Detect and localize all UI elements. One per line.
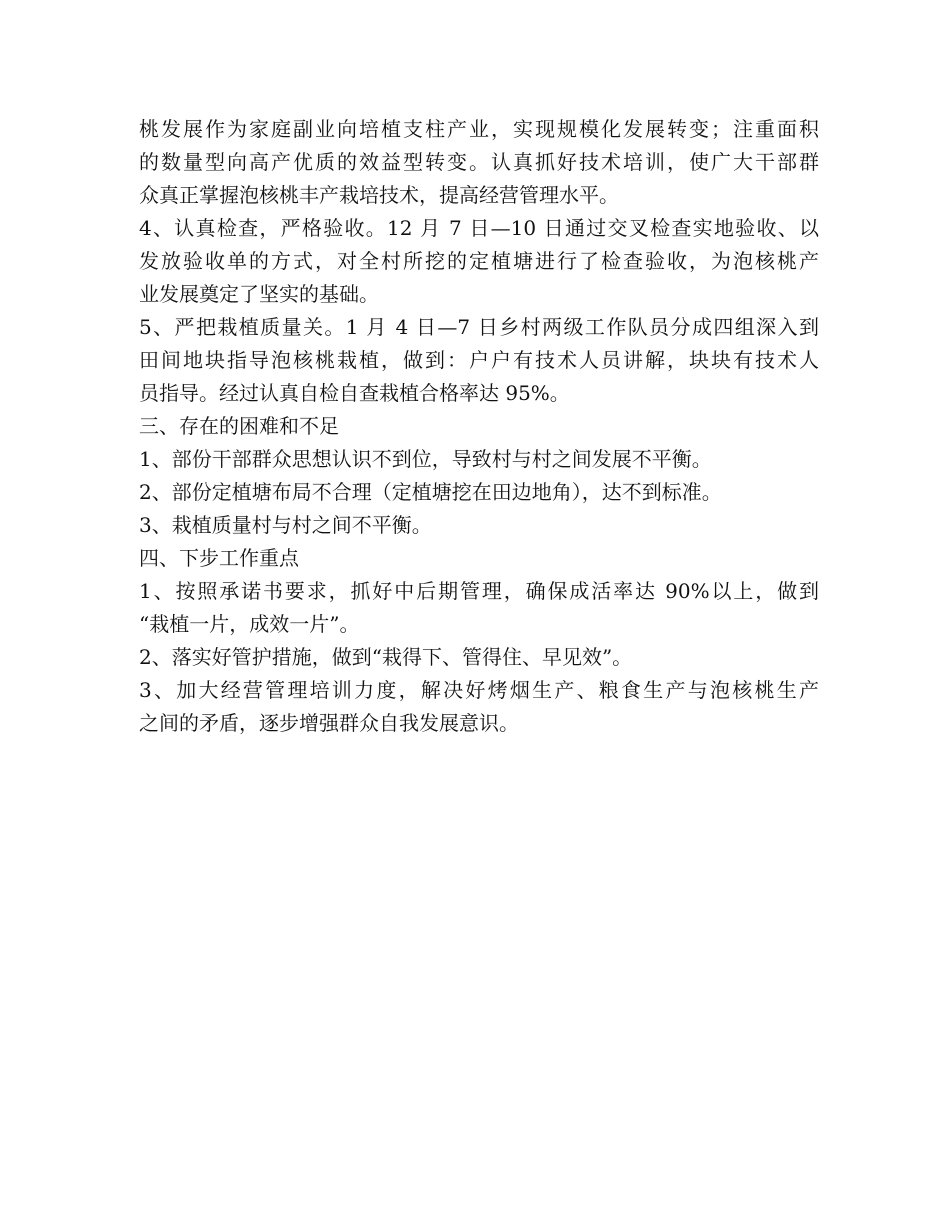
list-item-line: 田间地块指导泡核桃栽植，做到：户户有技术人员讲解，块块有技术人 — [139, 348, 819, 372]
list-item-line: 1、部份干部群众思想认识不到位，导致村与村之间发展不平衡。 — [139, 447, 712, 471]
list-item-line: 1、按照承诺书要求，抓好中后期管理，确保成活率达 90%以上，做到 — [139, 579, 819, 603]
list-item-line: 之间的矛盾，逐步增强群众自我发展意识。 — [139, 711, 519, 735]
list-item-line: “栽植一片，成效一片”。 — [139, 612, 360, 636]
list-item-line: 发放验收单的方式，对全村所挖的定植塘进行了检查验收，为泡核桃产 — [139, 249, 819, 273]
list-item-line: 3、加大经营管理培训力度，解决好烤烟生产、粮食生产与泡核桃生产 — [139, 678, 819, 702]
paragraph-line: 的数量型向高产优质的效益型转变。认真抓好技术培训，使广大干部群 — [139, 150, 819, 174]
paragraph-line: 桃发展作为家庭副业向培植支柱产业，实现规模化发展转变；注重面积 — [139, 117, 819, 141]
list-item-line: 5、严把栽植质量关。1 月 4 日—7 日乡村两级工作队员分成四组深入到 — [139, 315, 819, 339]
list-item-line: 业发展奠定了坚实的基础。 — [139, 282, 379, 306]
paragraph-line: 众真正掌握泡核桃丰产栽培技术，提高经营管理水平。 — [139, 183, 619, 207]
document-body — [139, 113, 819, 740]
section-heading: 四、下步工作重点 — [139, 546, 299, 570]
section-heading: 三、存在的困难和不足 — [139, 414, 339, 438]
list-item-line: 2、落实好管护措施，做到“栽得下、管得住、早见效”。 — [139, 645, 633, 669]
list-item-line: 4、认真检查，严格验收。12 月 7 日—10 日通过交叉检查实地验收、以 — [139, 216, 819, 240]
list-item-line: 2、部份定植塘布局不合理（定植塘挖在田边地角），达不到标准。 — [139, 480, 722, 504]
list-item-line: 3、栽植质量村与村之间不平衡。 — [139, 513, 432, 537]
list-item-line: 员指导。经过认真自检自查栽植合格率达 95%。 — [139, 381, 570, 405]
